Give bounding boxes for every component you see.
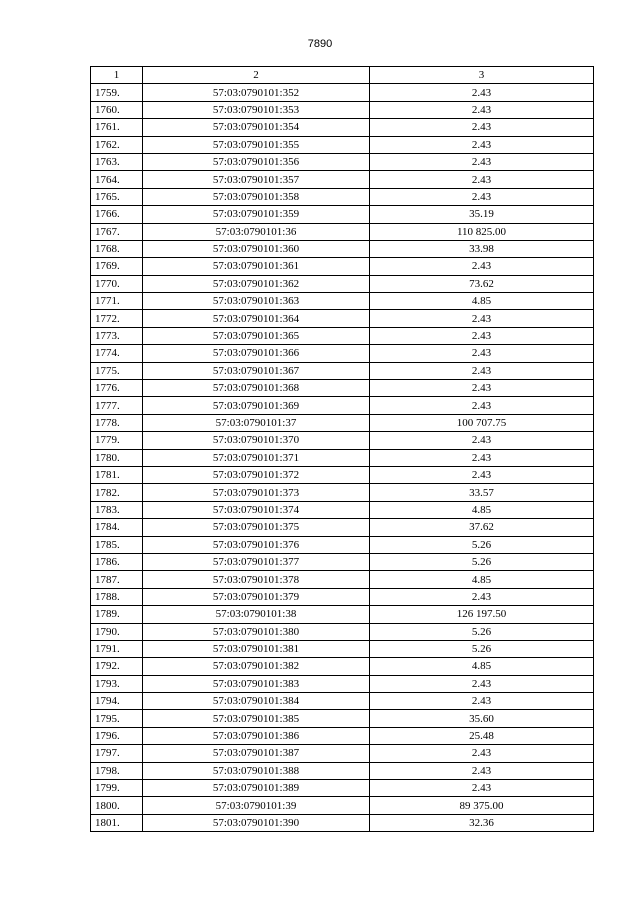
value-cell: 33.57 (370, 484, 594, 501)
row-number-cell: 1767. (91, 223, 143, 240)
row-number-cell: 1770. (91, 275, 143, 292)
value-cell: 2.43 (370, 345, 594, 362)
cadastral-number-cell: 57:03:0790101:385 (143, 710, 370, 727)
value-cell: 35.60 (370, 710, 594, 727)
table-header-row (91, 67, 594, 84)
table-row (91, 223, 594, 240)
value-cell: 32.36 (370, 814, 594, 831)
value-cell: 2.43 (370, 449, 594, 466)
row-number-cell: 1778. (91, 414, 143, 431)
table-row (91, 623, 594, 640)
row-number-cell: 1776. (91, 380, 143, 397)
value-cell: 89 375.00 (370, 797, 594, 814)
table-row (91, 101, 594, 118)
row-number-cell: 1798. (91, 762, 143, 779)
table-row (91, 449, 594, 466)
table-row (91, 397, 594, 414)
row-number-cell: 1762. (91, 136, 143, 153)
row-number-cell: 1772. (91, 310, 143, 327)
row-number-cell: 1786. (91, 553, 143, 570)
table-row (91, 745, 594, 762)
row-number-cell: 1792. (91, 658, 143, 675)
table-row (91, 432, 594, 449)
table-row (91, 136, 594, 153)
cadastral-number-cell: 57:03:0790101:355 (143, 136, 370, 153)
table-row (91, 536, 594, 553)
row-number-cell: 1771. (91, 293, 143, 310)
table-row (91, 327, 594, 344)
table-row (91, 188, 594, 205)
table-row (91, 501, 594, 518)
cadastral-number-cell: 57:03:0790101:374 (143, 501, 370, 518)
row-number-cell: 1787. (91, 571, 143, 588)
row-number-cell: 1796. (91, 727, 143, 744)
value-cell: 35.19 (370, 206, 594, 223)
value-cell: 126 197.50 (370, 606, 594, 623)
table-row (91, 797, 594, 814)
table-row (91, 762, 594, 779)
value-cell: 2.43 (370, 780, 594, 797)
value-cell: 2.43 (370, 84, 594, 101)
cadastral-number-cell: 57:03:0790101:386 (143, 727, 370, 744)
row-number-cell: 1773. (91, 327, 143, 344)
value-cell: 25.48 (370, 727, 594, 744)
row-number-cell: 1768. (91, 240, 143, 257)
cadastral-number-cell: 57:03:0790101:382 (143, 658, 370, 675)
column-header-3: 3 (370, 67, 594, 84)
table-row (91, 466, 594, 483)
cadastral-number-cell: 57:03:0790101:373 (143, 484, 370, 501)
row-number-cell: 1779. (91, 432, 143, 449)
value-cell: 2.43 (370, 432, 594, 449)
value-cell: 2.43 (370, 171, 594, 188)
value-cell: 2.43 (370, 380, 594, 397)
cadastral-number-cell: 57:03:0790101:389 (143, 780, 370, 797)
column-header-2: 2 (143, 67, 370, 84)
cadastral-number-cell: 57:03:0790101:366 (143, 345, 370, 362)
cadastral-number-cell: 57:03:0790101:370 (143, 432, 370, 449)
cadastral-number-cell: 57:03:0790101:358 (143, 188, 370, 205)
cadastral-number-cell: 57:03:0790101:372 (143, 466, 370, 483)
cadastral-number-cell: 57:03:0790101:39 (143, 797, 370, 814)
row-number-cell: 1764. (91, 171, 143, 188)
table-row (91, 84, 594, 101)
cadastral-number-cell: 57:03:0790101:37 (143, 414, 370, 431)
table-row (91, 258, 594, 275)
value-cell: 5.26 (370, 640, 594, 657)
table-row (91, 275, 594, 292)
cadastral-number-cell: 57:03:0790101:360 (143, 240, 370, 257)
row-number-cell: 1760. (91, 101, 143, 118)
table-row (91, 310, 594, 327)
row-number-cell: 1800. (91, 797, 143, 814)
value-cell: 2.43 (370, 397, 594, 414)
data-table (90, 66, 594, 832)
row-number-cell: 1781. (91, 466, 143, 483)
table-row (91, 553, 594, 570)
cadastral-number-cell: 57:03:0790101:387 (143, 745, 370, 762)
row-number-cell: 1790. (91, 623, 143, 640)
cadastral-number-cell: 57:03:0790101:354 (143, 119, 370, 136)
cadastral-number-cell: 57:03:0790101:378 (143, 571, 370, 588)
table-row (91, 240, 594, 257)
value-cell: 37.62 (370, 519, 594, 536)
cadastral-number-cell: 57:03:0790101:365 (143, 327, 370, 344)
value-cell: 2.43 (370, 188, 594, 205)
value-cell: 2.43 (370, 693, 594, 710)
cadastral-number-cell: 57:03:0790101:368 (143, 380, 370, 397)
table-row (91, 153, 594, 170)
page-number: 7890 (307, 38, 333, 50)
cadastral-number-cell: 57:03:0790101:388 (143, 762, 370, 779)
table-row (91, 675, 594, 692)
value-cell: 2.43 (370, 362, 594, 379)
value-cell: 33.98 (370, 240, 594, 257)
value-cell: 5.26 (370, 623, 594, 640)
value-cell: 2.43 (370, 588, 594, 605)
cadastral-number-cell: 57:03:0790101:353 (143, 101, 370, 118)
value-cell: 4.85 (370, 571, 594, 588)
table-row (91, 780, 594, 797)
row-number-cell: 1791. (91, 640, 143, 657)
row-number-cell: 1789. (91, 606, 143, 623)
value-cell: 2.43 (370, 327, 594, 344)
cadastral-number-cell: 57:03:0790101:361 (143, 258, 370, 275)
table-row (91, 606, 594, 623)
row-number-cell: 1797. (91, 745, 143, 762)
cadastral-number-cell: 57:03:0790101:383 (143, 675, 370, 692)
value-cell: 2.43 (370, 153, 594, 170)
row-number-cell: 1769. (91, 258, 143, 275)
value-cell: 4.85 (370, 658, 594, 675)
row-number-cell: 1761. (91, 119, 143, 136)
row-number-cell: 1794. (91, 693, 143, 710)
row-number-cell: 1793. (91, 675, 143, 692)
table-row (91, 571, 594, 588)
table-row (91, 171, 594, 188)
cadastral-number-cell: 57:03:0790101:375 (143, 519, 370, 536)
value-cell: 100 707.75 (370, 414, 594, 431)
table-row (91, 710, 594, 727)
table-body (91, 84, 594, 832)
cadastral-number-cell: 57:03:0790101:357 (143, 171, 370, 188)
table-row (91, 414, 594, 431)
column-header-1: 1 (91, 67, 143, 84)
row-number-cell: 1765. (91, 188, 143, 205)
cadastral-number-cell: 57:03:0790101:377 (143, 553, 370, 570)
row-number-cell: 1799. (91, 780, 143, 797)
row-number-cell: 1780. (91, 449, 143, 466)
row-number-cell: 1785. (91, 536, 143, 553)
cadastral-number-cell: 57:03:0790101:364 (143, 310, 370, 327)
value-cell: 2.43 (370, 466, 594, 483)
cadastral-number-cell: 57:03:0790101:384 (143, 693, 370, 710)
value-cell: 4.85 (370, 501, 594, 518)
cadastral-number-cell: 57:03:0790101:38 (143, 606, 370, 623)
table-row (91, 345, 594, 362)
row-number-cell: 1782. (91, 484, 143, 501)
table-row (91, 362, 594, 379)
value-cell: 2.43 (370, 675, 594, 692)
table-row (91, 484, 594, 501)
value-cell: 2.43 (370, 136, 594, 153)
row-number-cell: 1788. (91, 588, 143, 605)
cadastral-number-cell: 57:03:0790101:390 (143, 814, 370, 831)
table-row (91, 519, 594, 536)
cadastral-number-cell: 57:03:0790101:380 (143, 623, 370, 640)
cadastral-number-cell: 57:03:0790101:359 (143, 206, 370, 223)
cadastral-number-cell: 57:03:0790101:356 (143, 153, 370, 170)
row-number-cell: 1775. (91, 362, 143, 379)
row-number-cell: 1763. (91, 153, 143, 170)
table-row (91, 727, 594, 744)
value-cell: 5.26 (370, 553, 594, 570)
cadastral-number-cell: 57:03:0790101:352 (143, 84, 370, 101)
table-row (91, 119, 594, 136)
value-cell: 5.26 (370, 536, 594, 553)
cadastral-number-cell: 57:03:0790101:371 (143, 449, 370, 466)
value-cell: 2.43 (370, 762, 594, 779)
row-number-cell: 1783. (91, 501, 143, 518)
value-cell: 110 825.00 (370, 223, 594, 240)
value-cell: 2.43 (370, 310, 594, 327)
row-number-cell: 1759. (91, 84, 143, 101)
cadastral-number-cell: 57:03:0790101:381 (143, 640, 370, 657)
row-number-cell: 1766. (91, 206, 143, 223)
cadastral-number-cell: 57:03:0790101:363 (143, 293, 370, 310)
row-number-cell: 1784. (91, 519, 143, 536)
value-cell: 2.43 (370, 258, 594, 275)
table-row (91, 293, 594, 310)
value-cell: 2.43 (370, 119, 594, 136)
cadastral-number-cell: 57:03:0790101:362 (143, 275, 370, 292)
row-number-cell: 1801. (91, 814, 143, 831)
row-number-cell: 1795. (91, 710, 143, 727)
cadastral-number-cell: 57:03:0790101:369 (143, 397, 370, 414)
cadastral-number-cell: 57:03:0790101:379 (143, 588, 370, 605)
cadastral-number-cell: 57:03:0790101:367 (143, 362, 370, 379)
table-row (91, 814, 594, 831)
value-cell: 2.43 (370, 745, 594, 762)
cadastral-number-cell: 57:03:0790101:36 (143, 223, 370, 240)
table-row (91, 640, 594, 657)
value-cell: 4.85 (370, 293, 594, 310)
value-cell: 73.62 (370, 275, 594, 292)
row-number-cell: 1777. (91, 397, 143, 414)
table-row (91, 588, 594, 605)
table-row (91, 658, 594, 675)
cadastral-number-cell: 57:03:0790101:376 (143, 536, 370, 553)
row-number-cell: 1774. (91, 345, 143, 362)
value-cell: 2.43 (370, 101, 594, 118)
table-row (91, 206, 594, 223)
table-row (91, 380, 594, 397)
table-row (91, 693, 594, 710)
